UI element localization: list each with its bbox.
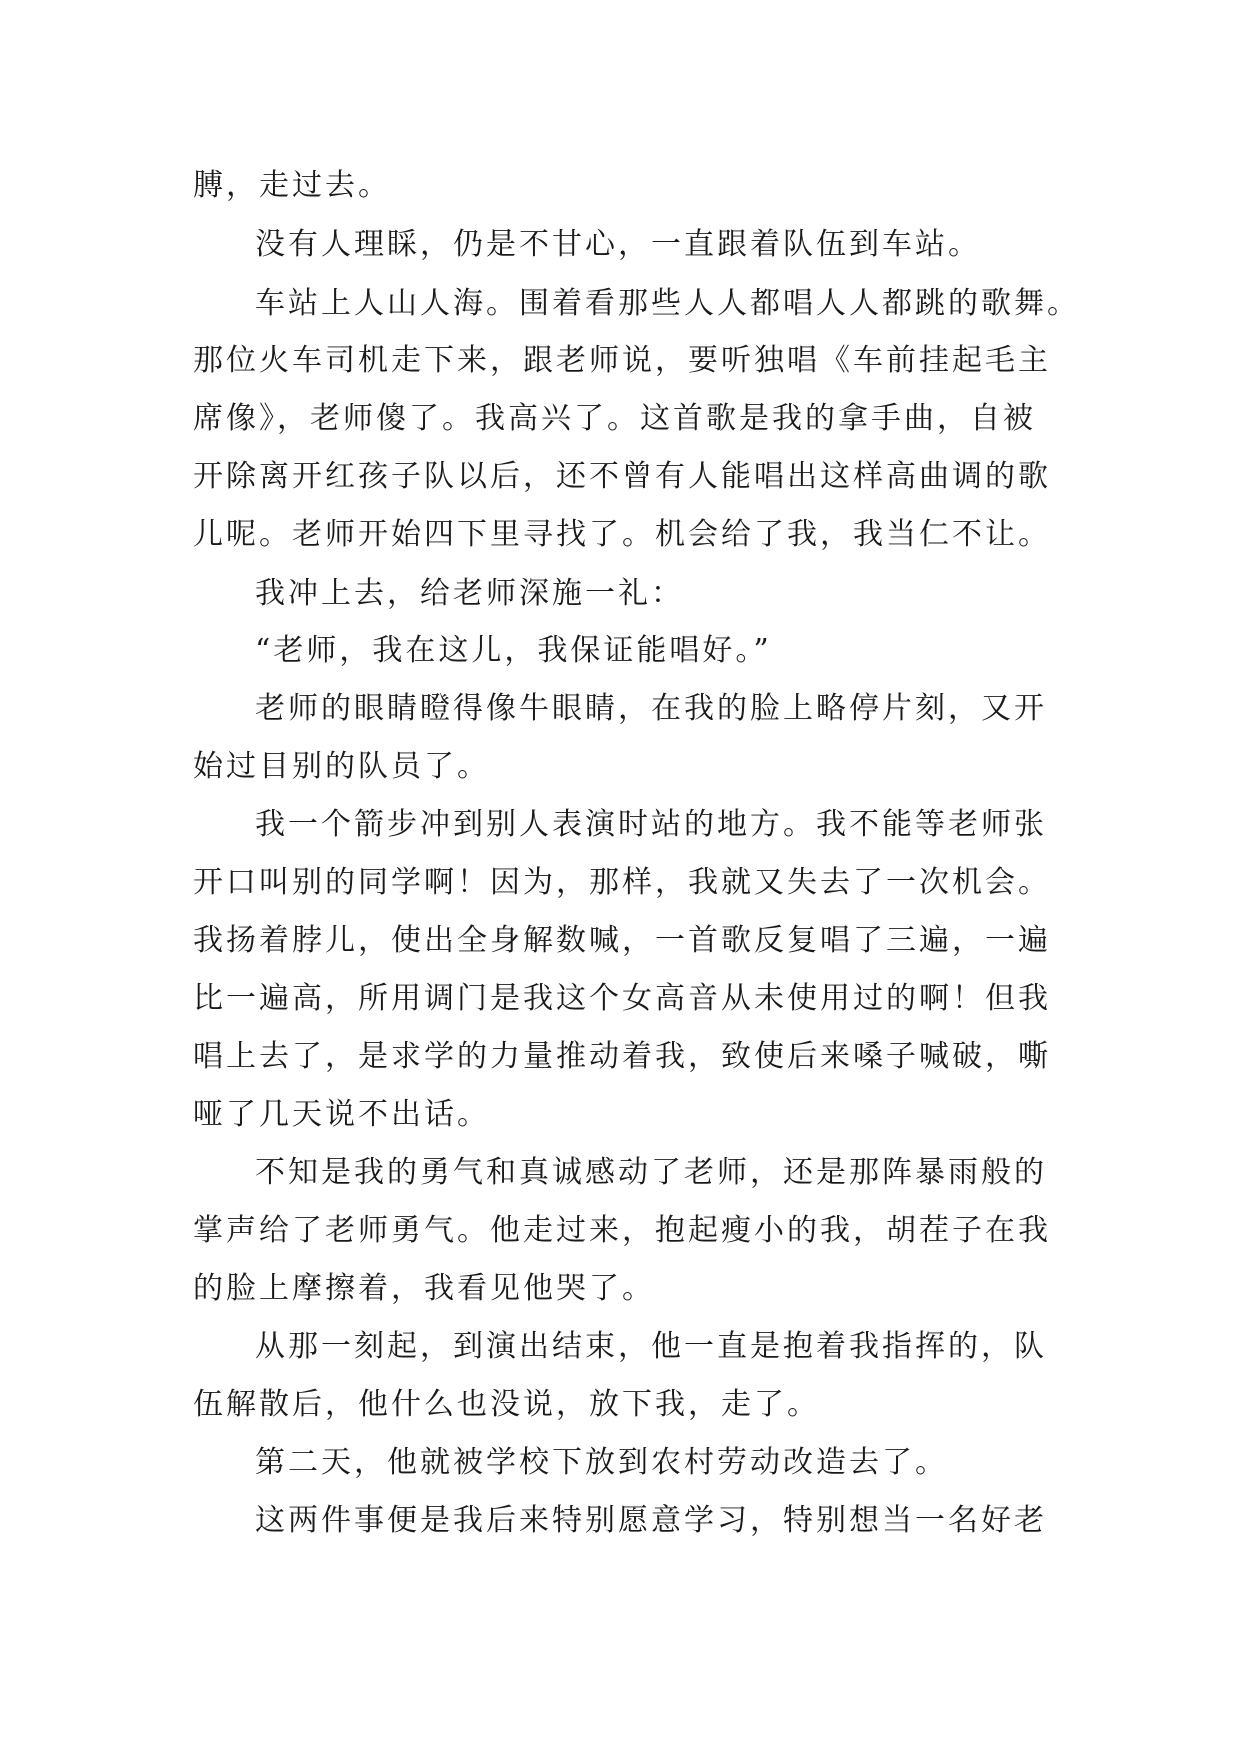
text-line: 没有人理睬，仍是不甘心，一直跟着队伍到车站。	[255, 227, 981, 262]
text-line: 儿呢。老师开始四下里寻找了。机会给了我，我当仁不让。	[193, 517, 1051, 552]
text-line: 唱上去了，是求学的力量推动着我，致使后来嗓子喊破，嘶	[193, 1039, 1051, 1074]
text-line: 掌声给了老师勇气。他走过来，抱起瘦小的我，胡茬子在我	[193, 1213, 1051, 1248]
text-line: 我扬着脖儿，使出全身解数喊，一首歌反复唱了三遍，一遍	[193, 923, 1051, 958]
text-line: 始过目别的队员了。	[193, 749, 490, 784]
text-line: 这两件事便是我后来特别愿意学习，特别想当一名好老	[255, 1503, 1047, 1538]
text-line: 开除离开红孩子队以后，还不曾有人能唱出这样高曲调的歌	[193, 459, 1051, 494]
text-line: 比一遍高，所用调门是我这个女高音从未使用过的啊！但我	[193, 981, 1051, 1016]
text-line: 车站上人山人海。围着看那些人人都唱人人都跳的歌舞。	[255, 286, 1080, 321]
text-line: 伍解散后，他什么也没说，放下我，走了。	[193, 1387, 820, 1422]
text-line: “老师，我在这儿，我保证能唱好。”	[255, 633, 772, 668]
text-line: 老师的眼睛瞪得像牛眼睛，在我的脸上略停片刻，又开	[255, 691, 1047, 726]
text-line: 的脸上摩擦着，我看见他哭了。	[193, 1271, 655, 1306]
text-line: 膊，走过去。	[193, 168, 391, 203]
text-line: 不知是我的勇气和真诚感动了老师，还是那阵暴雨般的	[255, 1155, 1047, 1190]
text-line: 那位火车司机走下来，跟老师说，要听独唱《车前挂起毛主	[193, 343, 1051, 378]
text-line: 哑了几天说不出话。	[193, 1097, 490, 1132]
text-line: 我一个箭步冲到别人表演时站的地方。我不能等老师张	[255, 807, 1047, 842]
text-line: 席像》，老师傻了。我高兴了。这首歌是我的拿手曲，自被	[193, 401, 1036, 436]
text-line: 从那一刻起，到演出结束，他一直是抱着我指挥的，队	[255, 1329, 1047, 1364]
text-line: 开口叫别的同学啊！因为，那样，我就又失去了一次机会。	[193, 865, 1051, 900]
text-line: 我冲上去，给老师深施一礼：	[255, 576, 684, 611]
text-line: 第二天，他就被学校下放到农村劳动改造去了。	[255, 1445, 948, 1480]
